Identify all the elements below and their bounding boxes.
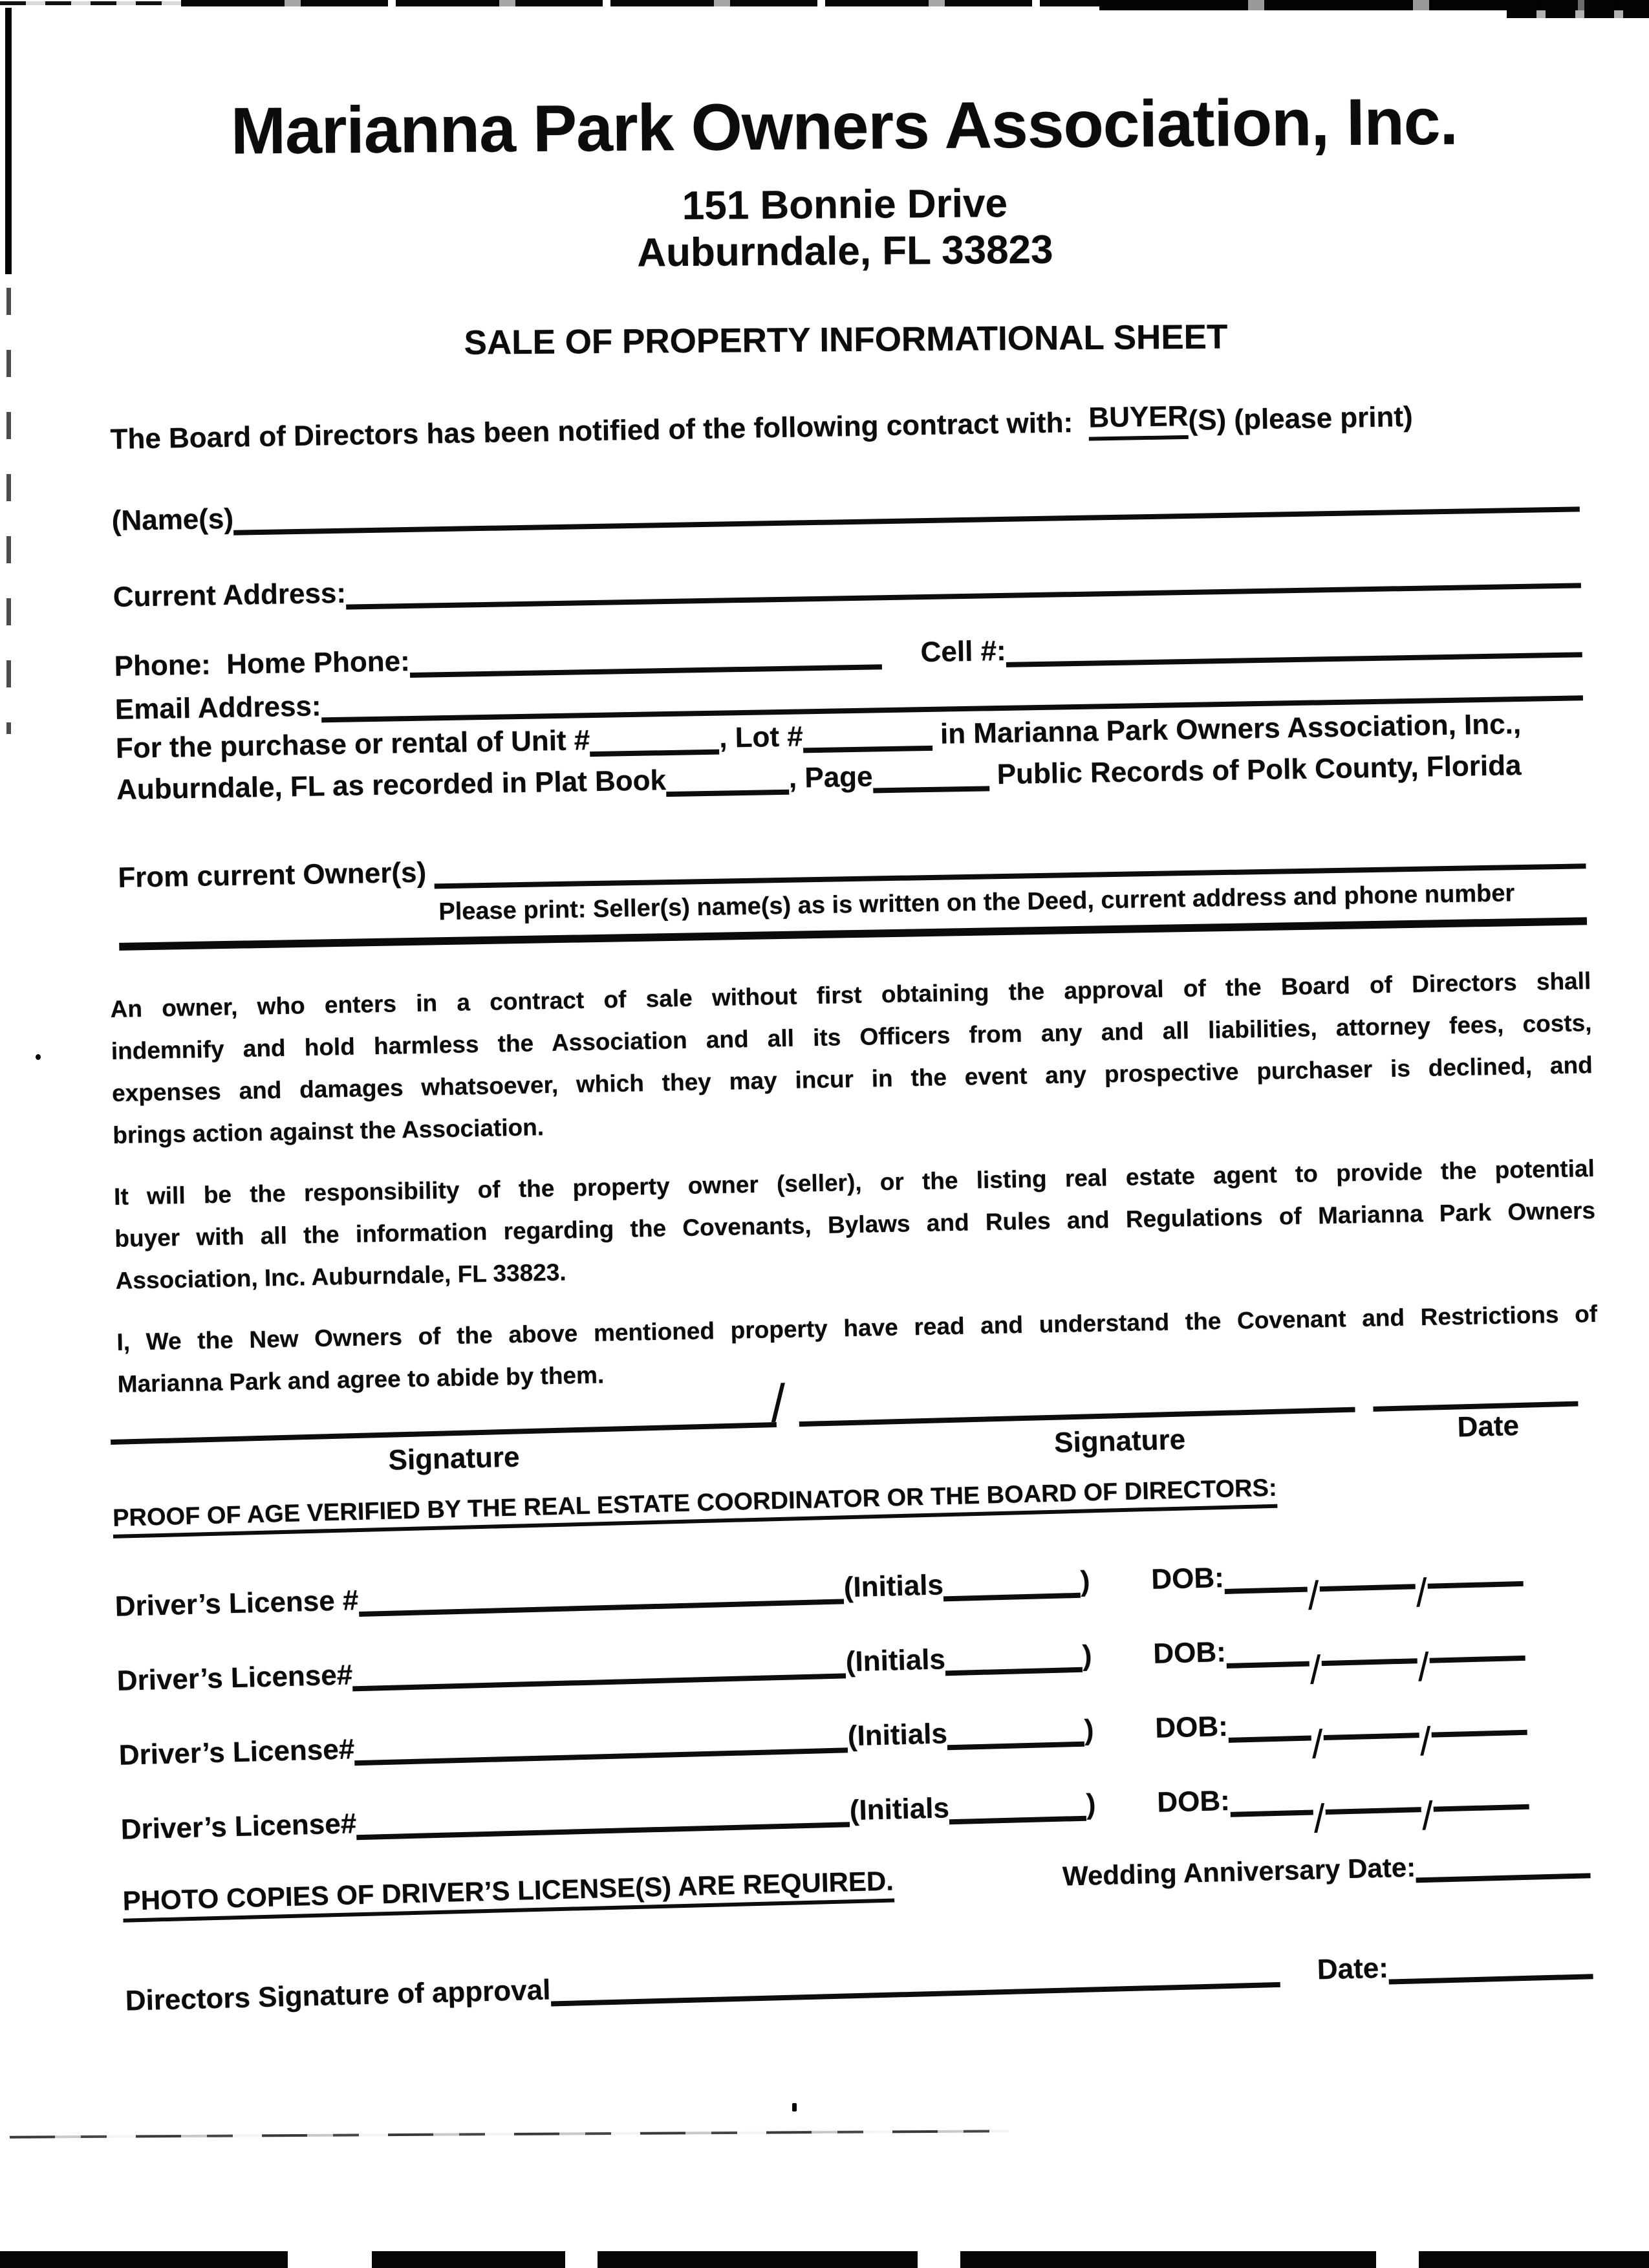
- dob-day-blank: [1325, 1807, 1421, 1815]
- dob-year-blank: [1428, 1581, 1524, 1589]
- signature-separator-slash: /: [770, 1374, 786, 1434]
- intro-text: The Board of Directors has been notified of the following contract with:: [110, 406, 1089, 455]
- lot-label: , Lot #: [718, 720, 804, 754]
- plat-book-blank-line: [666, 790, 789, 797]
- drivers-license-row: [120, 1773, 1529, 1848]
- drivers-license-label: Driver’s License#: [120, 1808, 357, 1846]
- unit-prefix-label: For the purchase or rental of Unit #: [115, 724, 590, 764]
- spacer: [1090, 1598, 1152, 1599]
- scan-artifact-faint-line: [10, 2130, 1009, 2138]
- scan-artifact-bottom-gap: [918, 2251, 960, 2268]
- org-address-line2: Auburndale, FL 33823: [637, 227, 1053, 275]
- dob-year-blank: [1434, 1804, 1529, 1812]
- sheet-title: SALE OF PROPERTY INFORMATIONAL SHEET: [464, 318, 1228, 362]
- spacer: [1094, 1747, 1156, 1748]
- dob-label: DOB:: [1156, 1784, 1231, 1819]
- indemnify-paragraph: [110, 960, 1594, 1156]
- buyer-underlined-word: BUYER: [1088, 398, 1189, 441]
- paragraph-line: buyer with all the information regarding the Covenants, Bylaws and Rules and Regulations of Marianna Park Owners: [114, 1196, 1596, 1252]
- proof-of-age-heading: PROOF OF AGE VERIFIED BY THE REAL ESTATE COORDINATOR OR THE BOARD OF DIRECTORS:: [113, 1464, 1581, 1535]
- paragraph-line: An owner, who enters in a contract of sale without first obtaining the approval of the Board of Directors shall: [110, 967, 1591, 1022]
- intro-line: [110, 391, 1579, 458]
- scan-artifact-top-edge: [181, 0, 1099, 6]
- directors-signature-row: [125, 1945, 1593, 2019]
- email-label: Email Address:: [114, 690, 321, 726]
- unit-suffix-label: in Marianna Park Owners Association, Inc.,: [932, 707, 1522, 750]
- dob-month-blank: [1224, 1587, 1307, 1594]
- drivers-license-block: [114, 1548, 1589, 1848]
- buyer-info-section: [110, 391, 1587, 950]
- approval-date-label: Date:: [1317, 1952, 1389, 1986]
- paragraph-line: It will be the responsibility of the property owner (seller), or the listing real estate agent to provide the potential: [113, 1154, 1595, 1210]
- initials-blank-line: [949, 1816, 1086, 1825]
- initials-label: (Initials: [847, 1718, 948, 1753]
- scan-artifact-bottom-gap: [288, 2251, 372, 2268]
- drivers-license-row: [114, 1550, 1524, 1625]
- initials-close-paren: ): [1080, 1565, 1091, 1597]
- page-number-blank-line: [873, 786, 989, 793]
- scan-artifact-top-corner: [1507, 0, 1649, 18]
- names-blank-line: [233, 506, 1580, 535]
- scan-artifact-speck: [792, 2103, 797, 2111]
- initials-close-paren: ): [1084, 1714, 1095, 1746]
- spacer: [1092, 1672, 1154, 1674]
- home-phone-blank-line: [410, 664, 882, 678]
- dob-month-blank: [1226, 1661, 1309, 1669]
- current-address-label: Current Address:: [113, 577, 347, 613]
- dob-day-blank: [1323, 1733, 1419, 1740]
- directors-signature-label: Directors Signature of approval: [125, 1974, 551, 2017]
- paragraph-line: Marianna Park and agree to abide by them.: [117, 1361, 605, 1398]
- date-label: Date: [1456, 1409, 1520, 1443]
- spacer: [1096, 1821, 1158, 1822]
- lot-number-blank-line: [803, 746, 932, 753]
- dob-day-blank: [1319, 1584, 1415, 1592]
- initials-close-paren: ): [1082, 1639, 1093, 1672]
- drivers-license-blank-line: [353, 1673, 846, 1691]
- dob-label: DOB:: [1154, 1710, 1229, 1744]
- names-label: (Name(s): [111, 502, 234, 537]
- photocopy-notice: PHOTO COPIES OF DRIVER’S LICENSE(S) ARE REQUIRED.: [122, 1864, 894, 1919]
- unit-number-blank-line: [590, 750, 720, 757]
- photocopy-row: [122, 1845, 1591, 1918]
- signature-label-1: Signature: [387, 1441, 521, 1476]
- current-address-blank-line: [346, 583, 1581, 609]
- drivers-license-blank-line: [359, 1599, 845, 1617]
- intro-text-suffix: (S) (please print): [1188, 400, 1414, 437]
- dob-label: DOB:: [1150, 1561, 1225, 1595]
- initials-blank-line: [943, 1593, 1081, 1602]
- dob-year-blank: [1430, 1656, 1525, 1663]
- spacer: [894, 1894, 1063, 1899]
- spacer: [1280, 1988, 1318, 1989]
- page-label: , Page: [788, 761, 873, 794]
- drivers-license-row: [116, 1624, 1525, 1700]
- drivers-license-label: Driver’s License#: [118, 1733, 355, 1771]
- cell-blank-line: [1006, 652, 1582, 667]
- drivers-license-blank-line: [355, 1747, 848, 1766]
- wedding-anniversary-label: Wedding Anniversary Date:: [1062, 1852, 1416, 1892]
- paragraph-line: I, We the New Owners of the above mentioned property have read and understand the Covenant and Restrictions of: [116, 1300, 1598, 1355]
- drivers-license-label: Driver’s License#: [116, 1659, 353, 1697]
- initials-blank-line: [947, 1742, 1084, 1751]
- page-title: Marianna Park Owners Association, Inc.: [230, 84, 1458, 168]
- paragraph-line: Association, Inc. Auburndale, FL 33823.: [115, 1258, 566, 1294]
- scan-artifact-left-edge: [6, 288, 11, 734]
- scan-artifact-top-edge: [0, 1, 181, 5]
- home-phone-label: Phone: Home Phone:: [114, 645, 411, 682]
- directors-signature-blank-line: [551, 1982, 1280, 2007]
- initials-label: (Initials: [845, 1643, 946, 1678]
- dob-label: DOB:: [1152, 1636, 1227, 1670]
- dob-month-blank: [1230, 1810, 1313, 1817]
- plat-suffix-label: Public Records of Polk County, Florida: [989, 749, 1522, 791]
- seller-print-note: Please print: Seller(s) name(s) as is written on the Deed, current address and phone number: [438, 880, 1515, 926]
- org-address-line1: 151 Bonnie Drive: [682, 181, 1008, 229]
- responsibility-paragraph: [114, 1147, 1597, 1302]
- cell-label: Cell #:: [920, 634, 1007, 669]
- from-owner-label: From current Owner(s): [118, 856, 427, 894]
- initials-blank-line: [945, 1667, 1083, 1676]
- drivers-license-blank-line: [357, 1822, 850, 1840]
- current-address-row: [113, 554, 1581, 616]
- paragraph-line: brings action against the Association.: [112, 1114, 544, 1149]
- initials-label: (Initials: [849, 1792, 950, 1827]
- terms-paragraphs: [110, 960, 1599, 1405]
- paragraph-line: indemnify and hold harmless the Association and all its Officers from any and all liabilities, attorney fees, costs,: [111, 1010, 1592, 1064]
- approval-date-blank-line: [1388, 1974, 1593, 1984]
- drivers-license-row: [118, 1698, 1527, 1774]
- scan-artifact-speck: [36, 1054, 41, 1060]
- scan-artifact-left-edge: [5, 8, 12, 274]
- names-row: [111, 477, 1580, 539]
- plat-prefix-label: Auburndale, FL as recorded in Plat Book: [116, 764, 667, 806]
- drivers-license-label: Driver’s License #: [114, 1584, 360, 1623]
- dob-month-blank: [1228, 1736, 1311, 1743]
- dob-year-blank: [1432, 1730, 1527, 1738]
- signature-label-2: Signature: [1053, 1423, 1186, 1459]
- form-header: [110, 84, 1580, 367]
- initials-close-paren: ): [1086, 1788, 1097, 1820]
- initials-label: (Initials: [843, 1569, 944, 1604]
- wedding-anniversary-blank-line: [1416, 1873, 1590, 1883]
- signature-section: [110, 1375, 1593, 2020]
- dob-day-blank: [1321, 1658, 1417, 1666]
- scan-artifact-bottom-gap: [1376, 2251, 1419, 2268]
- paragraph-line: expenses and damages whatsoever, which they may incur in the event any prospective purchaser is declined, and: [111, 1052, 1593, 1107]
- scan-artifact-bottom-gap: [565, 2251, 598, 2268]
